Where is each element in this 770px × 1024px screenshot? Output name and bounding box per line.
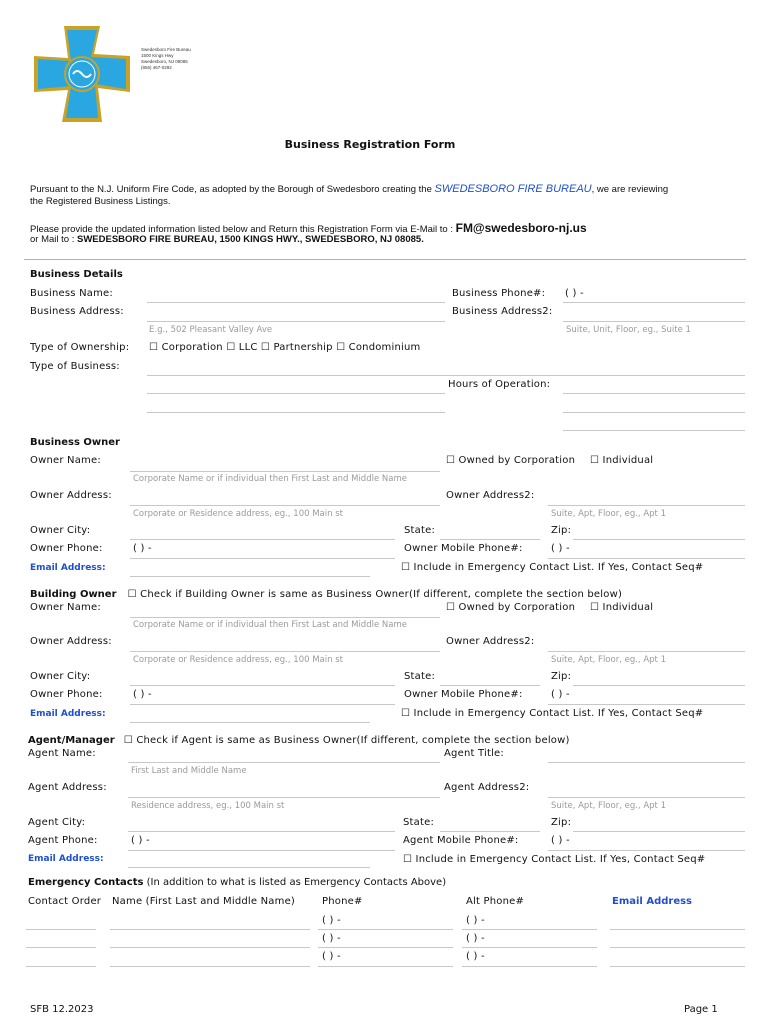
col-email: Email Address <box>612 896 693 907</box>
owner-email-label: Email Address: <box>30 563 106 573</box>
bldg-owned-by-corp-checkbox[interactable]: ☐ Owned by Corporation <box>446 602 576 613</box>
intro-paragraph-2: Please provide the updated information listed below and Return this Registration Form via E-Mail to : FM@swedesboro-nj.us <box>30 221 587 235</box>
agent-city-label: Agent City: <box>28 817 86 828</box>
contact-phone-input[interactable]: ( ) - <box>322 933 341 944</box>
agent-title-input[interactable] <box>548 762 745 763</box>
bldg-owner-zip-input[interactable] <box>573 685 745 686</box>
agent-mobile-label: Agent Mobile Phone#: <box>403 835 519 846</box>
contact-alt-phone-input[interactable]: ( ) - <box>466 951 485 962</box>
business-address-label: Business Address: <box>30 306 124 317</box>
agent-email-label: Email Address: <box>28 854 104 864</box>
bureau-address-line: Swedesboro, NJ 08085 <box>141 59 188 64</box>
agent-heading: Agent/Manager <box>28 735 115 746</box>
agent-same-checkbox[interactable]: ☐ Check if Agent is same as Business Owner(If different, complete the section below) <box>123 735 570 746</box>
emergency-contacts-heading: Emergency Contacts (In addition to what is listed as Emergency Contacts Above) <box>28 877 447 888</box>
business-name-input[interactable] <box>147 302 445 303</box>
agent-city-input[interactable] <box>128 831 395 832</box>
owner-address-input[interactable] <box>130 505 440 506</box>
bldg-individual-checkbox[interactable]: ☐ Individual <box>590 602 654 613</box>
building-owner-header-row <box>30 582 622 601</box>
agent-state-label: State: <box>403 817 435 828</box>
checkbox-icon: ☐ <box>336 342 346 353</box>
bldg-owner-zip-label: Zip: <box>551 671 572 682</box>
bldg-owner-address2-input[interactable] <box>548 651 745 652</box>
intro-paragraph-2-line2: or Mail to : SWEDESBORO FIRE BUREAU, 1500 KINGS HWY., SWEDESBORO, NJ 08085. <box>30 234 424 245</box>
business-type-label: Type of Business: <box>30 361 120 372</box>
owner-address-label: Owner Address: <box>30 490 112 501</box>
agent-address2-placeholder: Suite, Apt, Floor, eg., Apt 1 <box>551 801 666 811</box>
bldg-owner-address2-placeholder: Suite, Apt, Floor, eg., Apt 1 <box>551 655 666 665</box>
owner-email-input[interactable] <box>130 576 370 577</box>
agent-name-input[interactable] <box>128 762 440 763</box>
owner-city-input[interactable] <box>130 539 395 540</box>
business-phone-label: Business Phone#: <box>452 288 546 299</box>
business-details-heading: Business Details <box>30 269 123 280</box>
agent-mobile-input[interactable]: ( ) - <box>551 835 570 846</box>
agent-name-placeholder: First Last and Middle Name <box>131 766 247 776</box>
bldg-owner-mobile-label: Owner Mobile Phone#: <box>404 689 523 700</box>
agent-phone-label: Agent Phone: <box>28 835 98 846</box>
owner-name-placeholder: Corporate Name or if individual then First Last and Middle Name <box>133 474 407 484</box>
owner-phone-label: Owner Phone: <box>30 543 103 554</box>
owner-emergency-checkbox[interactable]: ☐ Include in Emergency Contact List. If Yes, Contact Seq# <box>401 562 704 573</box>
owner-address-placeholder: Corporate or Residence address, eg., 100 Main st <box>133 509 343 519</box>
individual-checkbox[interactable]: ☐ Individual <box>590 455 654 466</box>
bldg-owner-phone-label: Owner Phone: <box>30 689 103 700</box>
col-phone: Phone# <box>322 896 363 907</box>
business-address2-label: Business Address2: <box>452 306 553 317</box>
agent-header-row <box>28 728 570 747</box>
business-phone-input[interactable]: ( ) - <box>565 288 584 299</box>
contact-alt-phone-input[interactable]: ( ) - <box>466 915 485 926</box>
building-owner-heading: Building Owner <box>30 589 117 600</box>
checkbox-icon: ☐ <box>226 342 236 353</box>
contact-order-input[interactable] <box>26 947 96 948</box>
bldg-owner-email-input[interactable] <box>130 722 370 723</box>
bldg-owner-name-input[interactable] <box>130 617 440 618</box>
building-owner-same-checkbox[interactable]: ☐ Check if Building Owner is same as Business Owner(If different, complete the section below) <box>127 589 623 600</box>
agent-title-label: Agent Title: <box>444 748 504 759</box>
contact-email-input[interactable] <box>610 947 745 948</box>
agent-address-label: Agent Address: <box>28 782 107 793</box>
contact-name-input[interactable] <box>110 929 310 930</box>
agent-address-placeholder: Residence address, eg., 100 Main st <box>131 801 285 811</box>
bureau-address-line: Swedesboro Fire Bureau <box>141 47 191 52</box>
bldg-owner-state-input[interactable] <box>440 685 540 686</box>
owner-zip-input[interactable] <box>573 539 745 540</box>
bldg-owner-address2-label: Owner Address2: <box>446 636 535 647</box>
form-title: Business Registration Form <box>284 138 456 151</box>
business-address2-input[interactable] <box>563 321 745 322</box>
owner-city-label: Owner City: <box>30 525 91 536</box>
contact-order-input[interactable] <box>26 966 96 967</box>
fire-bureau-logo <box>32 24 132 124</box>
checkbox-icon: ☐ <box>149 342 159 353</box>
contact-email-input[interactable] <box>610 966 745 967</box>
agent-state-input[interactable] <box>440 831 540 832</box>
email-link: FM@swedesboro-nj.us <box>455 221 587 235</box>
owner-mobile-input[interactable]: ( ) - <box>551 543 570 554</box>
business-name-label: Business Name: <box>30 288 113 299</box>
owner-zip-label: Zip: <box>551 525 572 536</box>
intro-paragraph-1: Pursuant to the N.J. Uniform Fire Code, as adopted by the Borough of Swedesboro creating the SWEDESBORO FIRE BUREAU, we are reviewing <box>30 183 669 195</box>
contact-name-input[interactable] <box>110 947 310 948</box>
contact-order-input[interactable] <box>26 929 96 930</box>
bureau-address-line: (856) 467-0292 <box>141 65 172 70</box>
business-type-input[interactable] <box>147 375 745 376</box>
agent-zip-input[interactable] <box>573 831 745 832</box>
owned-by-corp-checkbox[interactable]: ☐ Owned by Corporation <box>446 455 576 466</box>
agent-address2-label: Agent Address2: <box>444 782 530 793</box>
agent-address2-input[interactable] <box>548 797 745 798</box>
owner-state-label: State: <box>404 525 436 536</box>
col-alt-phone: Alt Phone# <box>466 896 525 907</box>
owner-mobile-label: Owner Mobile Phone#: <box>404 543 523 554</box>
business-address-input[interactable] <box>147 321 445 322</box>
contact-phone-input[interactable]: ( ) - <box>322 951 341 962</box>
agent-zip-label: Zip: <box>551 817 572 828</box>
owner-phone-input[interactable]: ( ) - <box>133 543 152 554</box>
bldg-owner-name-label: Owner Name: <box>30 602 101 613</box>
bldg-owner-state-label: State: <box>404 671 436 682</box>
bldg-owner-phone-input[interactable]: ( ) - <box>133 689 152 700</box>
ownership-options[interactable]: ☐ Corporation ☐ LLC ☐ Partnership ☐ Condominium <box>149 342 421 353</box>
owner-address2-placeholder: Suite, Apt, Floor, eg., Apt 1 <box>551 509 666 519</box>
page-number: Page 1 <box>684 1004 718 1015</box>
agent-address-input[interactable] <box>128 797 440 798</box>
owner-address2-label: Owner Address2: <box>446 490 535 501</box>
owner-address2-input[interactable] <box>548 505 745 506</box>
ownership-type-label: Type of Ownership: <box>30 342 130 353</box>
owner-state-input[interactable] <box>440 539 540 540</box>
agent-email-input[interactable] <box>128 867 370 868</box>
owner-name-input[interactable] <box>130 471 440 472</box>
owner-name-label: Owner Name: <box>30 455 101 466</box>
bldg-owner-address-input[interactable] <box>130 651 440 652</box>
contact-name-input[interactable] <box>110 966 310 967</box>
agent-emergency-checkbox[interactable]: ☐ Include in Emergency Contact List. If Yes, Contact Seq# <box>403 854 706 865</box>
contact-alt-phone-input[interactable]: ( ) - <box>466 933 485 944</box>
hours-input[interactable] <box>563 393 745 394</box>
bureau-address-line: 1500 Kings Hwy <box>141 53 174 58</box>
contact-email-input[interactable] <box>610 929 745 930</box>
business-owner-heading: Business Owner <box>30 437 120 448</box>
form-code: SFB 12.2023 <box>30 1004 94 1015</box>
bldg-owner-emergency-checkbox[interactable]: ☐ Include in Emergency Contact List. If Yes, Contact Seq# <box>401 708 704 719</box>
business-address2-placeholder: Suite, Unit, Floor, eg., Suite 1 <box>566 325 691 335</box>
bldg-owner-email-label: Email Address: <box>30 709 106 719</box>
bldg-owner-mobile-input[interactable]: ( ) - <box>551 689 570 700</box>
agent-name-label: Agent Name: <box>28 748 96 759</box>
col-contact-name: Name (First Last and Middle Name) <box>112 896 296 907</box>
checkbox-icon: ☐ <box>260 342 271 353</box>
bldg-owner-address-label: Owner Address: <box>30 636 112 647</box>
bldg-owner-address-placeholder: Corporate or Residence address, eg., 100 Main st <box>133 655 343 665</box>
bldg-owner-name-placeholder: Corporate Name or if individual then First Last and Middle Name <box>133 620 407 630</box>
bldg-owner-city-input[interactable] <box>130 685 395 686</box>
business-address-placeholder: E.g., 502 Pleasant Valley Ave <box>149 325 273 335</box>
bldg-owner-city-label: Owner City: <box>30 671 91 682</box>
contact-phone-input[interactable]: ( ) - <box>322 915 341 926</box>
intro-paragraph-1-line2: the Registered Business Listings. <box>30 196 171 207</box>
col-contact-order: Contact Order <box>28 896 102 907</box>
hours-label: Hours of Operation: <box>448 379 551 390</box>
agent-phone-input[interactable]: ( ) - <box>131 835 150 846</box>
